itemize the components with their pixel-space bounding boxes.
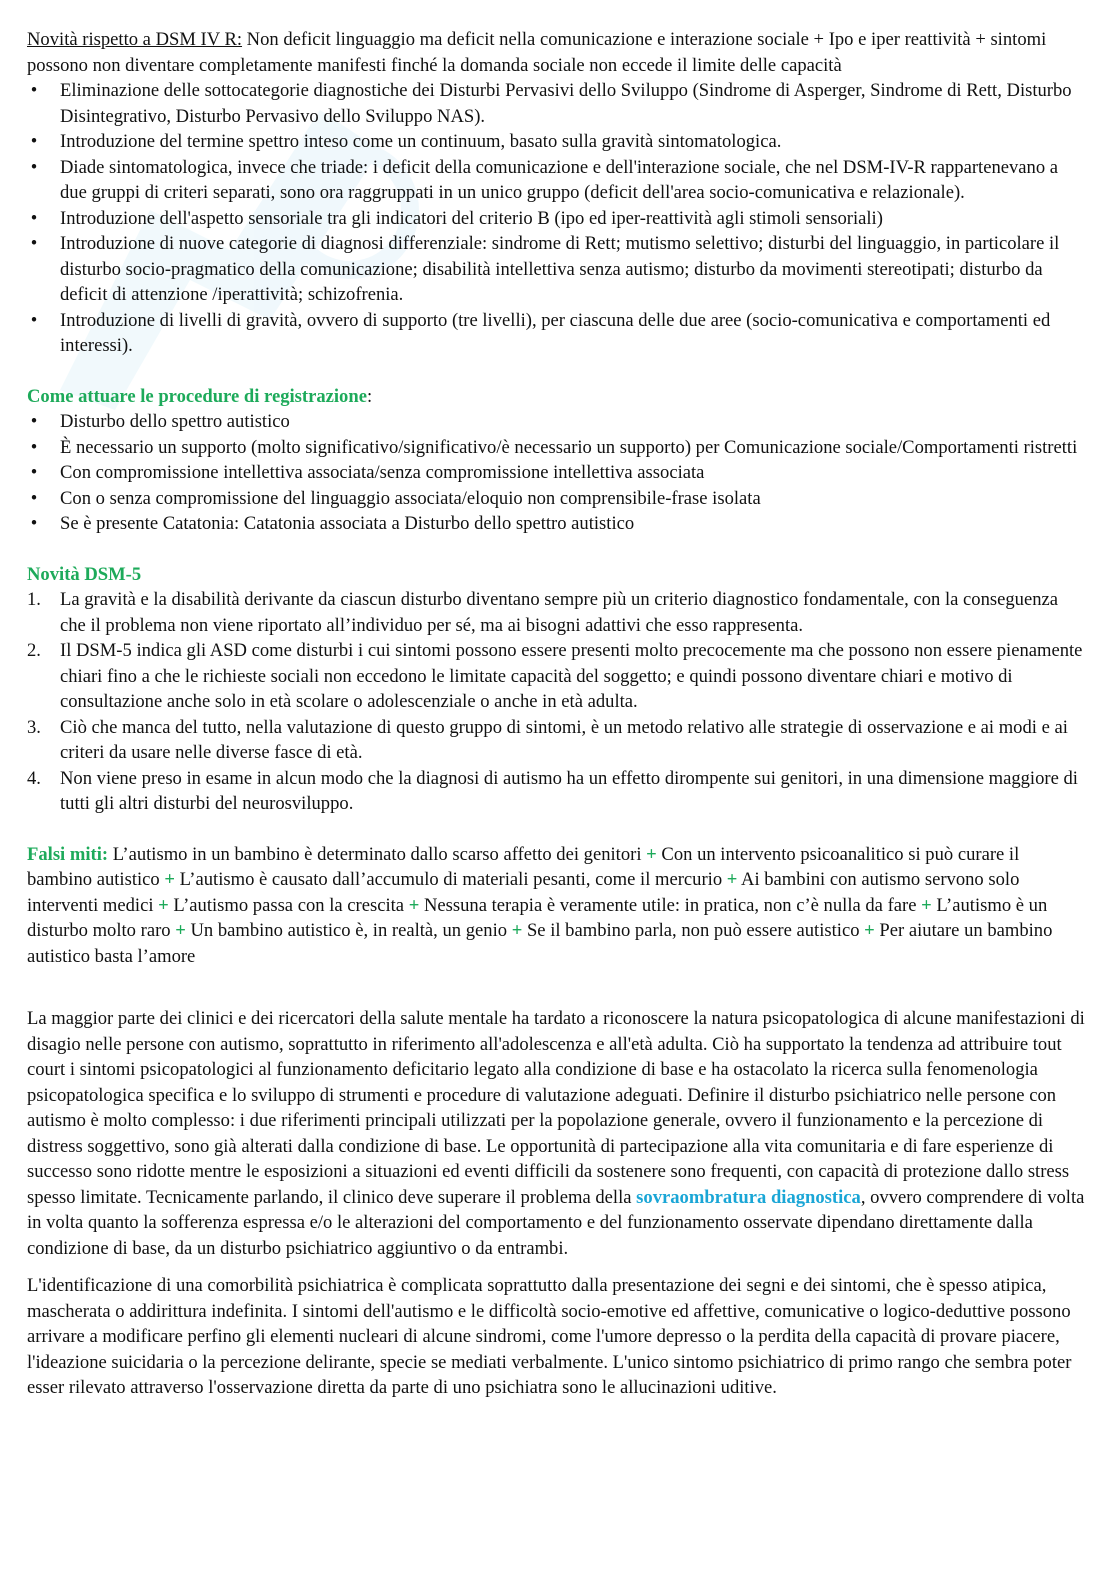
intro-label: Novità rispetto a DSM IV R: — [27, 29, 243, 50]
list-item: 2. Il DSM-5 indica gli ASD come disturbi i cui sintomi possono essere presenti molto precocemente ma che possono non essere pienamente chiari fino a che le richieste sociali non eccedono le limitate capacità del soggetto; e quindi possono diventare chiari e motivo di consultazione anche solo in età scolare o adolescenziale o anche in età adulta. — [27, 640, 1083, 712]
list-item: • Disturbo dello spettro autistico — [27, 409, 1087, 435]
registrazione-heading: Come attuare le procedure di registrazione — [27, 385, 367, 407]
list-item: • Se è presente Catatonia: Catatonia associata a Disturbo dello spettro autistico — [27, 511, 1087, 537]
falsi-miti-paragraph: Falsi miti: L’autismo in un bambino è determinato dallo scarso affetto dei genitori + Con un intervento psicoanalitico si può curare il bambino autistico + L’autismo è causato dall’accumulo di materiali pesanti, come il mercurio + Ai bambini con autismo servono solo interventi medici + L’autismo passa con la crescita + Nessuna terapia è veramente utile: in pratica, non c’è nulla da fare + L’autismo è un disturbo molto raro + Un bambino autistico è, in realtà, un genio + Se il bambino parla, non può essere autistico + Per aiutare un bambino autistico basta l’amore — [27, 843, 1053, 967]
list-item: 1. La gravità e la disabilità derivante da ciascun disturbo diventano sempre più un criterio diagnostico fondamentale, con la conseguenza che il problema non viene riportato all’individuo per sé, ma ai bisogni adattivi che esso rappresenta. — [27, 589, 1059, 636]
paragraph-sovraombratura: La maggior parte dei clinici e dei ricercatori della salute mentale ha tardato a riconoscere la natura psicopatologica di alcune manifestazioni di disagio nelle persone con autismo, soprattutto in riferimento all'adolescenza e all'età adulta. Ciò ha supportato la tendenza ad attribuire tout court i sintomi psicopatologici al funzionamento deficitario legato alla condizione di base e ha ostacolato la ricerca sulla fenomenologia psicopatologica specifica e lo sviluppo di strumenti e procedure di valutazione adeguati. Definire il disturbo psichiatrico nelle persone con autismo è molto complesso: i due riferimenti principali utilizzati per la popolazione generale, ovvero il funzionamento e la percezione di distress soggettivo, sono già alterati dalla condizione di base. Le opportunità di partecipazione alla vita comunitaria e di fare esperienze di successo sono ridotte mentre le esposizioni a situazioni ed eventi difficili da sostenere sono frequenti, con capacità di protezione dallo stress spesso limitate. Tecnicamente parlando, il clinico deve superare il problema della sovraombratura diagnostica, ovvero comprendere di volta in volta quanto la sofferenza espressa e/o le alterazioni del comportamento e del funzionamento osservate dipendano direttamente dalla condizione di base, da un disturbo psichiatrico aggiuntivo o da entrambi. — [27, 1008, 1085, 1259]
highlight-term: sovraombratura diagnostica — [636, 1186, 861, 1208]
document-body — [27, 27, 1087, 1401]
list-item: • Con o senza compromissione del linguaggio associata/eloquio non comprensibile-frase isolata — [27, 486, 1087, 512]
list-item: 4. Non viene preso in esame in alcun modo che la diagnosi di autismo ha un effetto dirompente sui genitori, in una dimensione maggiore di tutti gli altri disturbi del neurosviluppo. — [27, 767, 1078, 814]
registrazione-heading-line: Come attuare le procedure di registrazione: — [27, 385, 373, 407]
list-item: • Eliminazione delle sottocategorie diagnostiche dei Disturbi Pervasivi dello Sviluppo (Sindrome di Asperger, Sindrome di Rett, Disturbo Disintegrativo, Disturbo Pervasivo dello Sviluppo NAS). — [27, 78, 1087, 129]
list-item: 3. Ciò che manca del tutto, nella valutazione di questo gruppo di sintomi, è un metodo relativo alle strategie di osservazione e ai modi e ai criteri da usare nelle diverse fasce di età. — [27, 716, 1068, 763]
list-item: • Introduzione del termine spettro inteso come un continuum, basato sulla gravità sintomatologica. — [27, 129, 1087, 155]
list-item: • Diade sintomatologica, invece che triade: i deficit della comunicazione e dell'interazione sociale, che nel DSM-IV-R rappartenevano a due gruppi di criteri separati, sono ora raggruppati in un unico gruppo (deficit dell'area socio-comunicativa e relazionale). — [27, 155, 1087, 206]
intro-bullet-list — [27, 78, 1087, 359]
list-item: • Introduzione di nuove categorie di diagnosi differenziale: sindrome di Rett; mutismo selettivo; disturbi del linguaggio, in particolare il disturbo socio-pragmatico della comunicazione; disabilità intellettiva senza autismo; disturbo da movimenti stereotipati; disturbo da deficit di attenzione /iperattività; schizofrenia. — [27, 231, 1087, 308]
list-item: • Introduzione dell'aspetto sensoriale tra gli indicatori del criterio B (ipo ed iper-reattività agli stimoli sensoriali) — [27, 206, 1087, 232]
list-item: • Introduzione di livelli di gravità, ovvero di supporto (tre livelli), per ciascuna delle due aree (socio-comunicativa e comportamenti ed interessi). — [27, 308, 1087, 359]
list-item: • Con compromissione intellettiva associata/senza compromissione intellettiva associata — [27, 460, 1087, 486]
registrazione-bullet-list — [27, 409, 1087, 537]
falsi-miti-label: Falsi miti: — [27, 843, 109, 865]
novita-dsm5-list — [27, 587, 1087, 817]
intro-paragraph — [27, 27, 1087, 78]
novita-dsm5-heading: Novità DSM-5 — [27, 563, 142, 585]
intro-text: Non deficit linguaggio ma deficit nella comunicazione e interazione sociale + Ipo e iper reattività + sintomi possono non diventare completamente manifesti finché la domanda sociale non eccede il limite delle capacità — [27, 29, 1047, 76]
paragraph-comorbilita: L'identificazione di una comorbilità psichiatrica è complicata soprattutto dalla presentazione dei segni e dei sintomi, che è spesso atipica, mascherata o addirittura indefinita. I sintomi dell'autismo e le difficoltà socio-emotive ed affettive, comunicative o logico-deduttive possono arrivare a modificare perfino gli elementi nucleari di alcune sindromi, come l'umore depresso o la perdita della capacità di provare piacere, l'ideazione suicidaria o la percezione delirante, specie se mediati verbalmente. L'unico sintomo psichiatrico di primo rango che sembra poter esser rilevato attraverso l'osservazione diretta da parte di uno psichiatra sono le allucinazioni uditive. — [27, 1275, 1072, 1398]
list-item: • È necessario un supporto (molto significativo/significativo/è necessario un supporto) per Comunicazione sociale/Comportamenti ristretti — [27, 435, 1087, 461]
